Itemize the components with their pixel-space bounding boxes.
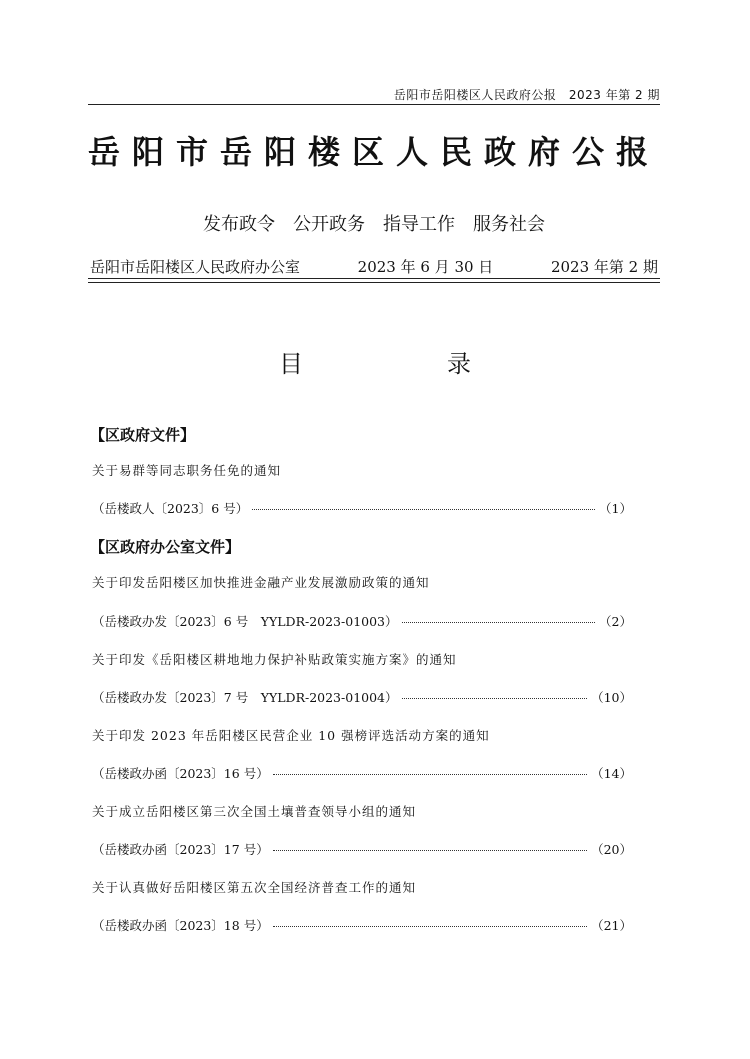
toc-entry-ref: （岳楼政办函〔2023〕17 号） — [92, 842, 269, 857]
dot-leader — [273, 774, 587, 775]
toc-entry-ref-row[interactable] — [92, 499, 632, 517]
toc-entry-ref-row[interactable] — [92, 612, 632, 630]
publication-title: 岳阳市岳阳楼区人民政府公报 — [88, 133, 661, 171]
toc-entry-ref: （岳楼政办函〔2023〕16 号） — [92, 766, 269, 781]
dot-leader — [402, 622, 596, 623]
toc-entry-page: （14） — [591, 766, 632, 781]
dot-leader — [402, 698, 588, 699]
masthead-rule-bottom — [88, 282, 660, 283]
toc-entry-title[interactable]: 关于认真做好岳阳楼区第五次全国经济普查工作的通知 — [92, 880, 417, 895]
dot-leader — [273, 850, 587, 851]
publisher-name: 岳阳市岳阳楼区人民政府办公室 — [90, 258, 301, 276]
toc-entry-title[interactable]: 关于印发岳阳楼区加快推进金融产业发展激励政策的通知 — [92, 575, 430, 590]
issue-number: 2023 年第 2 期 — [550, 258, 658, 276]
toc-entry-page: （10） — [591, 690, 632, 705]
toc-title: 目 录 — [279, 350, 531, 378]
toc-entry-ref-row[interactable] — [92, 764, 632, 782]
toc-section-heading: 【区政府文件】 — [90, 426, 196, 444]
toc-entry-ref: （岳楼政人〔2023〕6 号） — [92, 501, 249, 516]
dot-leader — [252, 509, 595, 510]
toc-entry-title[interactable]: 关于印发《岳阳楼区耕地地力保护补贴政策实施方案》的通知 — [92, 652, 457, 667]
toc-entry-title[interactable]: 关于成立岳阳楼区第三次全国土壤普查领导小组的通知 — [92, 804, 417, 819]
dot-leader — [273, 926, 587, 927]
publication-slogan: 发布政令 公开政务 指导工作 服务社会 — [203, 214, 545, 235]
header-rule — [88, 104, 660, 105]
running-header: 岳阳市岳阳楼区人民政府公报 2023 年第 2 期 — [393, 88, 660, 102]
toc-entry-title[interactable]: 关于印发 2023 年岳阳楼区民营企业 10 强榜评选活动方案的通知 — [92, 728, 490, 743]
toc-entry-ref-row[interactable] — [92, 840, 632, 858]
toc-entry-ref: （岳楼政办发〔2023〕7 号 YYLDR-2023-01004） — [92, 690, 398, 705]
publication-date: 2023 年 6 月 30 日 — [357, 258, 494, 276]
issue-line — [90, 256, 658, 277]
toc-entry-ref-row[interactable] — [92, 916, 632, 934]
toc-entry-ref: （岳楼政办函〔2023〕18 号） — [92, 918, 269, 933]
toc-entry-page: （2） — [599, 614, 632, 629]
toc-section-heading: 【区政府办公室文件】 — [90, 538, 241, 556]
toc-entry-ref: （岳楼政办发〔2023〕6 号 YYLDR-2023-01003） — [92, 614, 398, 629]
toc-entry-ref-row[interactable] — [92, 688, 632, 706]
toc-entry-page: （21） — [591, 918, 632, 933]
masthead-rule-top — [88, 278, 660, 279]
toc-entry-page: （1） — [599, 501, 632, 516]
toc-entry-page: （20） — [591, 842, 632, 857]
toc-entry-title[interactable]: 关于易群等同志职务任免的通知 — [92, 463, 282, 478]
